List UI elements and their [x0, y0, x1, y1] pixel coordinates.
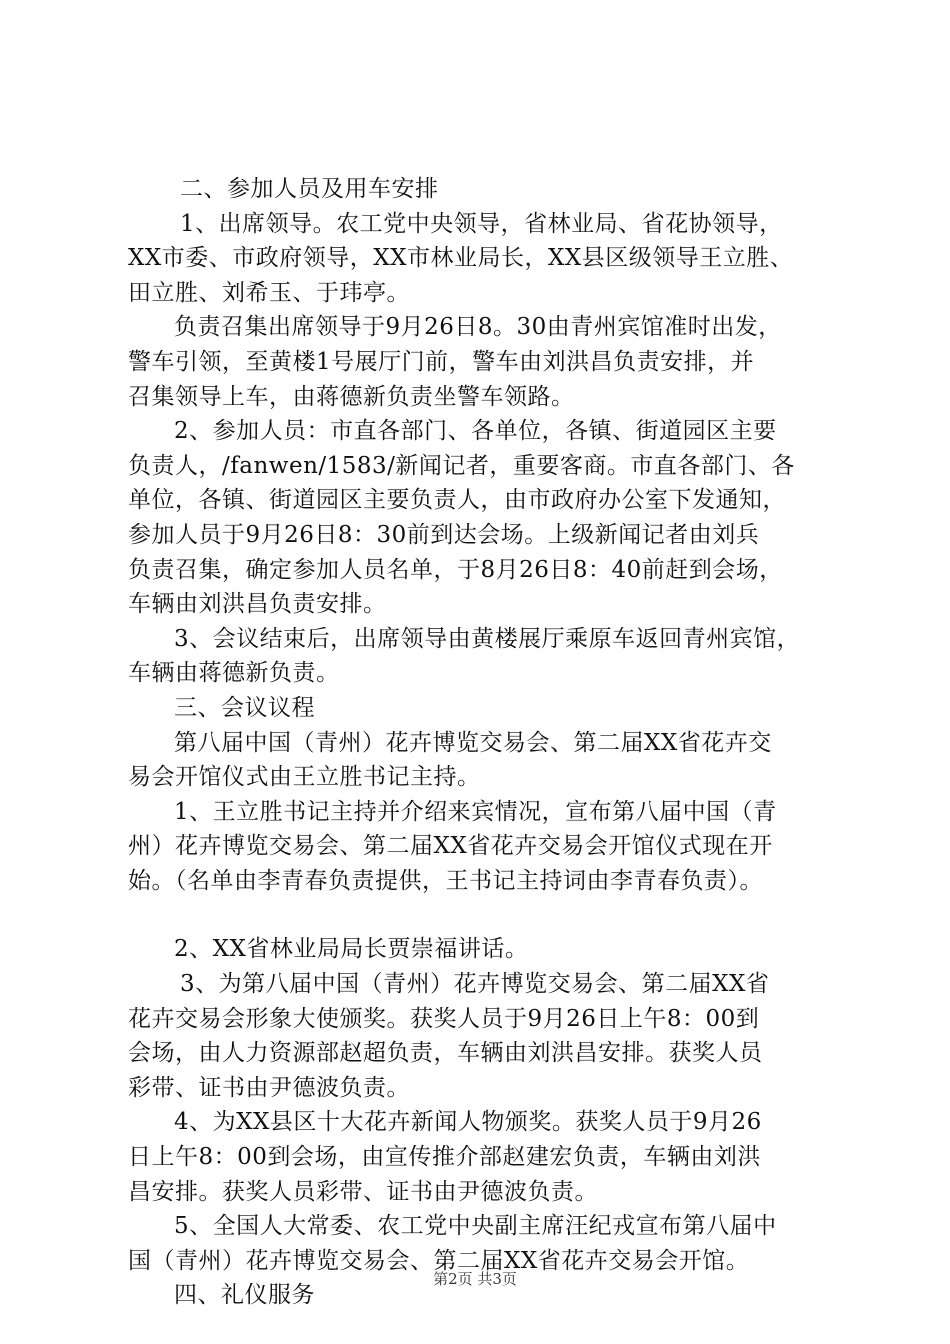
paragraph-gap: [128, 898, 848, 932]
paragraph-line: 单位，各镇、街道园区主要负责人，由市政府办公室下发通知，: [128, 487, 786, 514]
paragraph-line: 车辆由刘洪昌负责安排。: [128, 591, 387, 618]
paragraph-line: 第八届中国（青州）花卉博览交易会、第二届XX省花卉交: [174, 729, 772, 756]
paragraph-line: 州）花卉博览交易会、第二届XX省花卉交易会开馆仪式现在开: [128, 833, 773, 860]
paragraph-line: 负责人，/fanwen/1583/新闻记者，重要客商。市直各部门、各: [128, 452, 795, 479]
paragraph-line: 始。（名单由李青春负责提供，王书记主持词由李青春负责）。: [128, 867, 763, 894]
paragraph-line: 1、王立胜书记主持并介绍来宾情况，宣布第八届中国（青: [174, 798, 777, 825]
paragraph-line: 负责召集出席领导于9月26日8。30由青州宾馆准时出发，: [174, 314, 782, 341]
paragraph-line: 3、会议结束后，出席领导由黄楼展厅乘原车返回青州宾馆，: [174, 625, 801, 652]
paragraph-line: 警车引领，至黄楼1号展厅门前，警车由刘洪昌负责安排，并: [128, 348, 755, 375]
paragraph-line: 彩带、证书由尹德波负责。: [128, 1074, 410, 1101]
paragraph-line: 5、全国人大常委、农工党中央副主席汪纪戎宣布第八届中: [174, 1213, 777, 1240]
document-body: [128, 172, 848, 1313]
paragraph-line: 车辆由蒋德新负责。: [128, 660, 340, 687]
section-heading-agenda: 三、会议议程: [174, 694, 315, 721]
paragraph-line: XX市委、市政府领导，XX市林业局长，XX县区级领导王立胜、: [128, 245, 794, 272]
paragraph-line: 召集领导上车，由蒋德新负责坐警车领路。: [128, 383, 575, 410]
paragraph-line: 2、参加人员：市直各部门、各单位，各镇、街道园区主要: [174, 418, 777, 445]
paragraph-line: 易会开馆仪式由王立胜书记主持。: [128, 764, 481, 791]
paragraph-line: 3、为第八届中国（青州）花卉博览交易会、第二届XX省: [180, 971, 770, 998]
page-number-footer: 第2页 共3页: [433, 1270, 517, 1288]
paragraph-line: 国（青州）花卉博览交易会、第二届XX省花卉交易会开馆。: [128, 1247, 750, 1274]
paragraph-line: 负责召集，确定参加人员名单，于8月26日8：40前赶到会场，: [128, 556, 783, 583]
paragraph-line: 日上午8：00到会场，由宣传推介部赵建宏负责，车辆由刘洪: [128, 1144, 761, 1171]
paragraph-line: 田立胜、刘希玉、于玮亭。: [128, 279, 410, 306]
section-heading-etiquette: 四、礼仪服务: [174, 1282, 315, 1309]
paragraph-line: 4、为XX县区十大花卉新闻人物颁奖。获奖人员于9月26: [174, 1109, 762, 1136]
paragraph-line: 花卉交易会形象大使颁奖。获奖人员于9月26日上午8：00到: [128, 1005, 760, 1032]
section-heading-participants: 二、参加人员及用车安排: [180, 176, 439, 202]
paragraph-line: 昌安排。获奖人员彩带、证书由尹德波负责。: [128, 1178, 598, 1205]
paragraph-line: 参加人员于9月26日8：30前到达会场。上级新闻记者由刘兵: [128, 521, 760, 548]
paragraph-line: 会场，由人力资源部赵超负责，车辆由刘洪昌安排。获奖人员: [128, 1040, 763, 1067]
paragraph-line: 2、XX省林业局局长贾崇福讲话。: [174, 936, 529, 963]
paragraph-line: 1、出席领导。农工党中央领导，省林业局、省花协领导，: [180, 210, 783, 237]
